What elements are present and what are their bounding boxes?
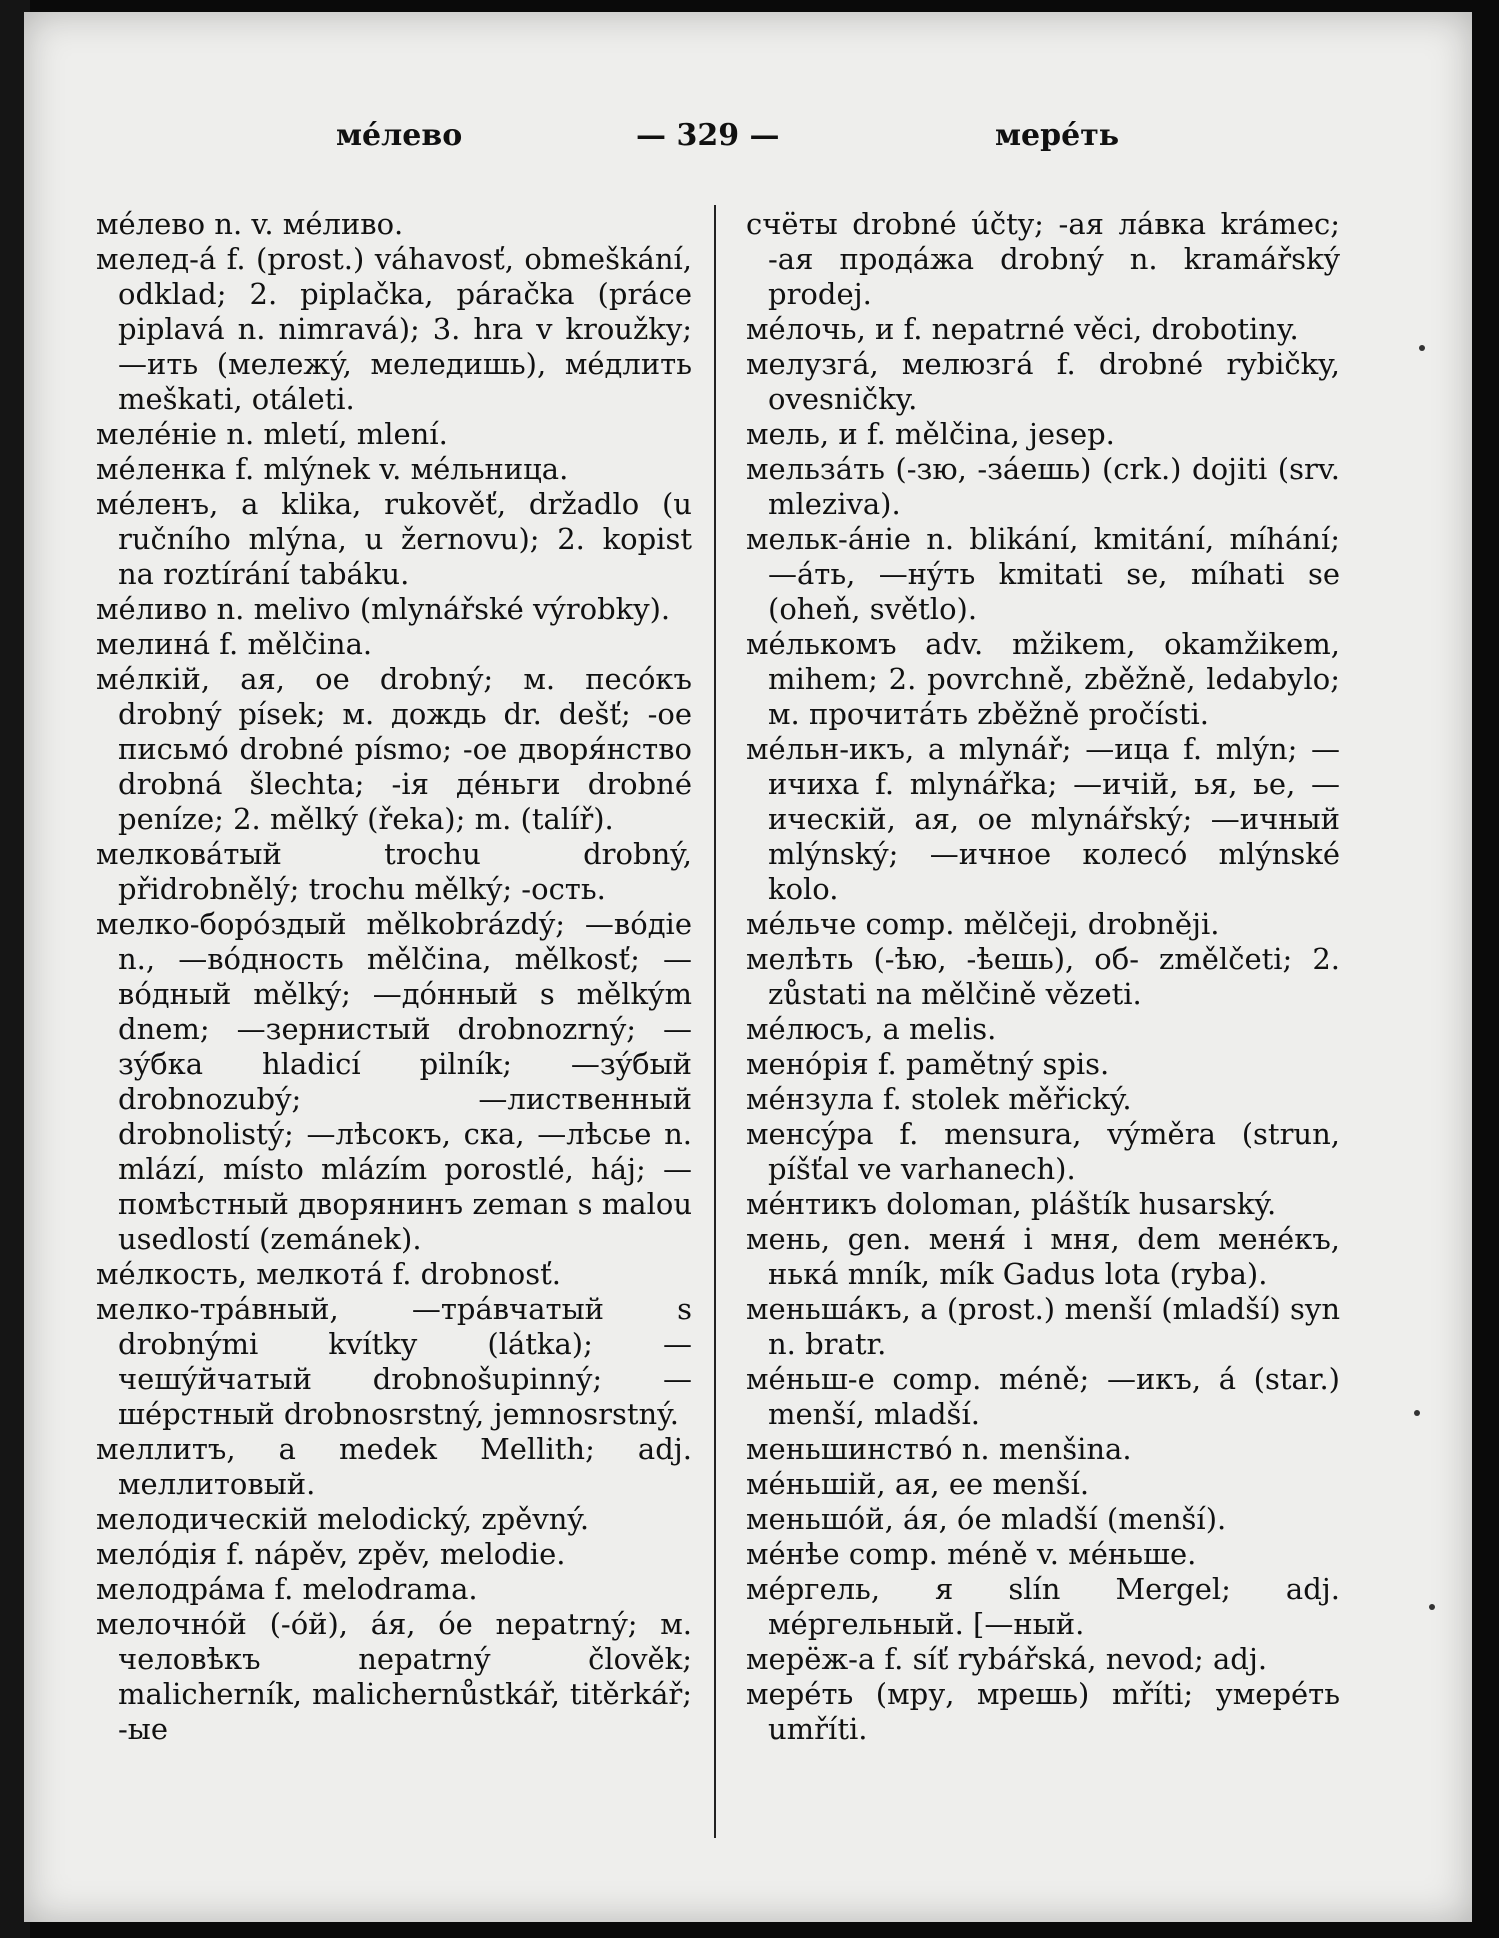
dictionary-entry: мелѣть (-ѣю, -ѣешь), об- změlčeti; 2. zůstati na mělčině vězeti. <box>746 942 1340 1011</box>
dictionary-entry: мéлюсъ, a melis. <box>746 1012 997 1046</box>
dictionary-entry: меньшóй, áя, óе mladší (menší). <box>746 1502 1227 1536</box>
dictionary-entry: меньшинствó n. menšina. <box>746 1432 1132 1466</box>
header-right-guideword: мерéть <box>995 118 1120 153</box>
dictionary-entry: меллитъ, a medek Mellith; adj. меллитовый. <box>96 1432 692 1501</box>
dictionary-entry: менóрія f. pamětný spis. <box>746 1047 1110 1081</box>
dictionary-entry: мéнѣе comp. méně v. мéньше. <box>746 1537 1197 1571</box>
dictionary-entry: менсýра f. mensura, výměra (strun, píšťal ve varhanech). <box>746 1117 1340 1186</box>
dictionary-entry: мелед-á f. (prost.) váhavosť, obmeškání, odklad; 2. piplačka, páračka (práce piplavá n. nimravá); 3. hra v kroužky; —ить (мележý, меледишь), мéдлить meškati, otáleti. <box>96 242 692 416</box>
dictionary-entry: мелóдія f. nápěv, zpěv, melodie. <box>96 1537 566 1571</box>
dictionary-entry: мельзáть (-зю, -зáешь) (crk.) dojiti (srv. mleziva). <box>746 452 1340 521</box>
dictionary-entry: мелéніе n. mletí, mlení. <box>96 417 448 451</box>
dictionary-entry: мéньшій, ая, ее menší. <box>746 1467 1090 1501</box>
dictionary-entry: мелинá f. mělčina. <box>96 627 373 661</box>
speck <box>1419 345 1425 351</box>
dictionary-entry: мéлочь, и f. nepatrné věci, drobotiny. <box>746 312 1299 346</box>
left-column <box>96 207 692 1747</box>
dictionary-entry: мéливо n. melivo (mlynářské výrobky). <box>96 592 671 626</box>
dictionary-entry: мелочнóй (-óй), áя, óе nepatrný; м. человѣкъ nepatrný člověk; malicherník, malichernůstkář, titěrkář; -ые <box>96 1607 692 1746</box>
dictionary-entry: мéльн-икъ, a mlynář; —ица f. mlýn; —ичиха f. mlynářka; —ичій, ья, ье, —ическій, ая, ое mlynářský; —ичный mlýnský; —ичное колесó mlýnské kolo. <box>746 732 1340 906</box>
dictionary-entry: мень, gen. меня́ i мня, dem менéкъ, нькá mník, mík Gadus lota (ryba). <box>746 1222 1340 1291</box>
dictionary-entry: мелко-трáвный, —трáвчатый s drobnými kvítky (látka); — чешýйчатый drobnošupinný; —шéрстный drobnosrstný, jemnosrstný. <box>96 1292 692 1431</box>
column-divider <box>714 205 716 1838</box>
header-left-guideword: мéлево <box>336 118 463 153</box>
dictionary-entry: счёты drobné účty; -ая лáвка krámec; -ая продáжа drobný n. kramářský prodej. <box>746 207 1340 311</box>
speck <box>1414 1410 1420 1416</box>
dictionary-entry: мель, и f. mělčina, jesep. <box>746 417 1115 451</box>
dictionary-entry: мéргель, я slín Mergel; adj. мéргельный. [—ный. <box>746 1572 1340 1641</box>
dictionary-entry: мéлькомъ adv. mžikem, okamžikem, mihem; 2. povrchně, zběžně, ledabylo; м. прочитáть zběžně pročísti. <box>746 627 1340 731</box>
dictionary-entry: мелко-борóздый mělkobrázdý; —вóдіе n., —вóдность mělčina, mělkosť; —вóдный mělký; —дóнный s mělkým dnem; —зернистый drobnozrný; —зýбка hladicí pilník; —зýбый drobnozubý; —лиственный drobnolistý; —лѣсокъ, ска, —лѣсье n. mlází, místo mlázím porostlé, háj; —помѣстный дворянинъ zeman s malou usedlostí (zemánek). <box>96 907 692 1256</box>
dictionary-entry: мéлкій, ая, ое drobný; м. песóкъ drobný písek; м. дождь dr. dešť; -ое письмó drobné písmo; -ое дворя́нство drobná šlechta; -ія дéньги drobné peníze; 2. mělký (řeka); m. (talíř). <box>96 662 692 836</box>
dictionary-entry: мелодическій melodický, zpěvný. <box>96 1502 590 1536</box>
dictionary-entry: мéньш-е comp. méně; —икъ, á (star.) menší, mladší. <box>746 1362 1340 1431</box>
dictionary-entry: мéлкость, мелкотá f. drobnosť. <box>96 1257 561 1291</box>
dictionary-entry: мерéть (мру, мрешь) mříti; умерéть umříti. <box>746 1677 1340 1746</box>
right-column <box>746 207 1340 1747</box>
dictionary-entry: мéленъ, a klika, rukověť, držadlo (u ručního mlýna, u žernovu); 2. kopist na roztírání tabáku. <box>96 487 692 591</box>
dictionary-entry: мéнтикъ doloman, pláštík husarský. <box>746 1187 1277 1221</box>
dictionary-entry: меньшáкъ, a (prost.) menší (mladší) syn n. bratr. <box>746 1292 1340 1361</box>
dictionary-entry: мерёж-а f. síť rybářská, nevod; adj. <box>746 1642 1268 1676</box>
page-number: — 329 — <box>636 118 780 153</box>
speck <box>1429 1604 1435 1610</box>
dictionary-entry: мéленка f. mlýnek v. мéльница. <box>96 452 569 486</box>
dictionary-entry: мéлево n. v. мéливо. <box>96 207 404 241</box>
dictionary-entry: мелодрáма f. melodrama. <box>96 1572 478 1606</box>
dictionary-entry: мéльче comp. mělčeji, drobněji. <box>746 907 1220 941</box>
dictionary-entry: мéнзула f. stolek měřický. <box>746 1082 1132 1116</box>
dictionary-entry: мелузгá, мелюзгá f. drobné rybičky, ovesničky. <box>746 347 1340 416</box>
dictionary-entry: мелковáтый trochu drobný, přidrobnělý; trochu mělký; -ость. <box>96 837 692 906</box>
dictionary-entry: мельк-áніе n. blikání, kmitání, míhání; —áть, —нýть kmitati se, míhati se (oheň, světlo). <box>746 522 1340 626</box>
